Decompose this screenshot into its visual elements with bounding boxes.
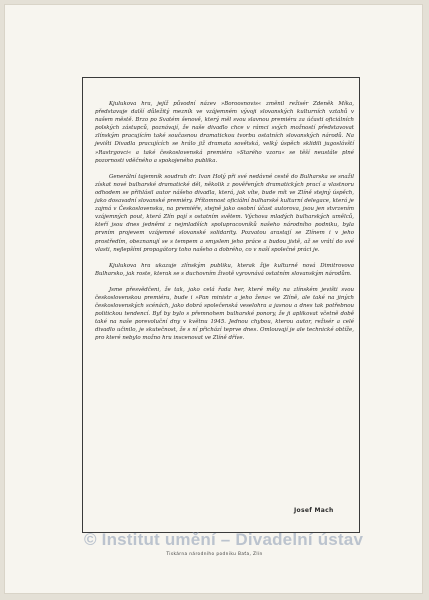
paragraph: Kjulukova hra ukazuje zlínským publiku, kterak žije kulturně nová Dimitrovova Bulharsko, jak roste, kterak se s duchovním životě vyrovnává ostatním slovanským národům. [95,262,354,277]
article-body [95,100,354,351]
copyright-watermark: © Institut umění – Divadelní ústav [84,530,364,549]
page-sheet [4,4,423,594]
paragraph: Kjulukova hra, jejíž původní název »Boroosnovis« změnil režisér Zdeněk Míka, představuje další důležitý mezník ve vzájemném vývoji slovanských kulturních vztahů v našem městě. Brzo po Svatém šenově, který měl svou slavnou premiéru za účasti oficiálních polských zástupců, poznávají, že naše divadlo chce v rámci svých možností představovat zlínským pracujícím také současnou dramatickou tvorbu ostatních slovanských národů. Na jevišti Divadla pracujících se hrálo již dramata sovětská, velký úspěch sklidili jugoslávští »Rastrgovci« a také československá premiéra »Starého vzoru« se těší neustále plné pozornosti vděčného a spokojeného publika. [95,101,354,164]
printer-imprint: Tiskárna národního podniku Baťa, Zlín [166,552,263,557]
paragraph: Generální tajemník soudruh dr. Ivan Holý při své nedávné cestě do Bulharska se snažil získat nové bulharské dramatické děl, několik z pověřených dramatických prací a vlastnoru odhodem se přihlásil autor nášeho divadla, která, jak víte, bude mít ve Zlíně stejný úspěch, jako dosavadní slovanské premiéry. Přítomnost oficiální bulharské kulturní delegace, která je zajmá v Československu, na premiéře, stejně jako osobní účast autorova, jsou jen stvrzením vzájemných pout, která Zlín pojí s ostatním světem. Výchova mladých bulharských umělců, kteří jsou dnes jedněmi z nejmladších spolupracovníků našeho národního podniku, byla prvním projevem vzájemné slovanské solidarity. Pozvatou arastají se Zlínem i v jeho prostředím, obeznanují se s tempem a smyslem jeho práce a budou jistě, až se vrátí do své vlasti, nejlepšími propagátory toho našeho a dobrého, co v naší společné práci je. [95,173,354,253]
paragraph: Jsme přesvědčeni, že tak, jako celá řada her, které měly na zlínském jevišti svou československou premiéru, bude i »Pan ministr a jeho žena« ve Zlíně, ale také na jiných československých scénách, jako dobrá společenská veselohra a jasnou a dnes tak potřebnou politickou tendencí. Byť by bylo s přemnohem bulharské ponory, že ji aplikovat včetně době také na naše porevoluční dny v květnu 1945. Jednou chybou, kterou autor, režisér a celé divadlo učinilo, je skutečnost, že s ní přichází teprve dnes. Omlouvají je ale technické obtíže, pro které nebylo možno hru inscenovat ve Zlíně dříve. [95,286,354,342]
author-signature: Josef Mach [294,507,334,514]
